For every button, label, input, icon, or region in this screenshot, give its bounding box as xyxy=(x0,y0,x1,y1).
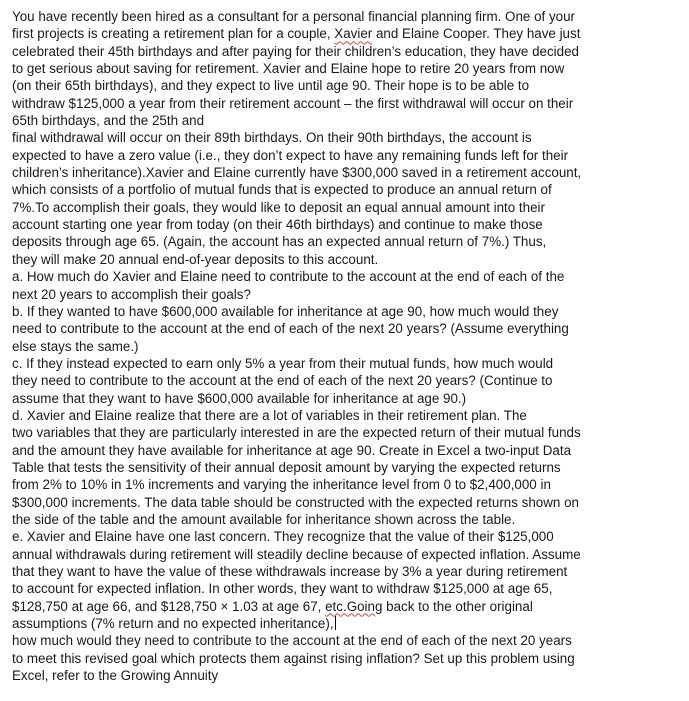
question-d: d. Xavier and Elaine realize that there are a lot of variables in their retirement plan. The xyxy=(12,407,527,423)
text-line: deposits through age 65. (Again, the account has an expected annual return of 7%.) Thus, xyxy=(12,234,547,250)
text-line: two variables that they are particularly interested in are the expected return of their mutual funds xyxy=(12,425,581,441)
spellcheck-flagged-word[interactable]: Xavier xyxy=(334,26,373,42)
text-segment: back to the other original xyxy=(382,598,533,614)
text-line: expected to have a zero value (i.e., they don’t expect to have any remaining funds left for their xyxy=(12,147,569,163)
text-line: they need to contribute to the account at the end of each of the next 20 years? (Continue to xyxy=(12,373,553,389)
text-line: how much would they need to contribute to the account at the end of each of the next 20 years xyxy=(12,633,572,649)
text-segment: first projects is creating a retirement plan for a couple, xyxy=(12,26,335,42)
text-line: $300,000 increments. The data table should be constructed with the expected returns shown on xyxy=(12,494,579,510)
text-line: 65th birthdays, and the 25th and xyxy=(12,113,205,129)
text-line: withdraw $125,000 a year from their retirement account – the first withdrawal will occur on their xyxy=(12,95,574,111)
text-line: assume that they want to have $600,000 available for inheritance at age 90.) xyxy=(12,390,467,406)
text-cursor xyxy=(335,616,336,630)
text-line: (on their 65th birthdays), and they expect to live until age 90. Their hope is to be able to xyxy=(12,78,530,94)
text-line: to get serious about saving for retirement. Xavier and Elaine hope to retire 20 years from now xyxy=(12,61,565,77)
text-segment: assumptions (7% return and no expected inheritance), xyxy=(12,616,334,632)
text-line: final withdrawal will occur on their 89th birthdays. On their 90th birthdays, the account is xyxy=(12,130,532,146)
question-b: b. If they wanted to have $600,000 available for inheritance at age 90, how much would they xyxy=(12,303,559,319)
text-line: else stays the same.) xyxy=(12,338,139,354)
text-line xyxy=(12,615,672,632)
text-line: account starting one year from today (on their 46th birthdays) and continue to make those xyxy=(12,217,543,233)
text-line: which consists of a portfolio of mutual funds that is expected to produce an annual return of xyxy=(12,182,552,198)
text-line: to account for expected inflation. In other words, they want to withdraw $125,000 at age 65, xyxy=(12,581,553,597)
text-line: that they want to have the value of these withdrawals increase by 3% a year during retirement xyxy=(12,564,568,579)
text-line: next 20 years to accomplish their goals? xyxy=(12,286,251,302)
question-a: a. How much do Xavier and Elaine need to contribute to the account at the end of each of the xyxy=(12,269,565,285)
spellcheck-flagged-word[interactable]: etc.Going xyxy=(325,598,383,614)
text-line: and the amount they have available for inheritance at age 90. Create in Excel a two-input Data xyxy=(12,442,572,458)
question-e: e. Xavier and Elaine have one last concern. They recognize that the value of their $125,000 xyxy=(12,529,554,545)
text-segment: and Elaine Cooper. They have just xyxy=(372,26,581,42)
document-body[interactable] xyxy=(12,8,672,684)
text-line: Excel, refer to the Growing Annuity xyxy=(12,668,219,684)
text-line: You have recently been hired as a consultant for a personal financial planning firm. One of your xyxy=(12,9,576,24)
text-line: 7%.To accomplish their goals, they would like to deposit an equal annual amount into their xyxy=(12,199,545,215)
text-line: from 2% to 10% in 1% increments and varying the inheritance level from 0 to $2,400,000 in xyxy=(12,477,551,493)
text-line: celebrated their 45th birthdays and after paying for their children’s education, they have decided xyxy=(12,43,579,59)
text-segment: $128,750 at age 66, and $128,750 × 1.03 at age 67, xyxy=(12,598,326,614)
text-line: Table that tests the sensitivity of their annual deposit amount by varying the expected returns xyxy=(12,459,561,475)
question-c: c. If they instead expected to earn only 5% a year from their mutual funds, how much would xyxy=(12,355,554,371)
text-line xyxy=(12,598,672,615)
text-line: they will make 20 annual end-of-year deposits to this account. xyxy=(12,251,379,267)
text-line: need to contribute to the account at the end of each of the next 20 years? (Assume everything xyxy=(12,321,569,337)
text-line: to meet this revised goal which protects them against rising inflation? Set up this problem using xyxy=(12,650,575,666)
text-line: children’s inheritance).Xavier and Elaine currently have $300,000 saved in a retirement account, xyxy=(12,165,582,181)
text-line xyxy=(12,25,672,42)
text-line: the side of the table and the amount available for inheritance shown across the table. xyxy=(12,511,516,527)
text-line: annual withdrawals during retirement will steadily decline because of expected inflation. Assume xyxy=(12,546,581,562)
